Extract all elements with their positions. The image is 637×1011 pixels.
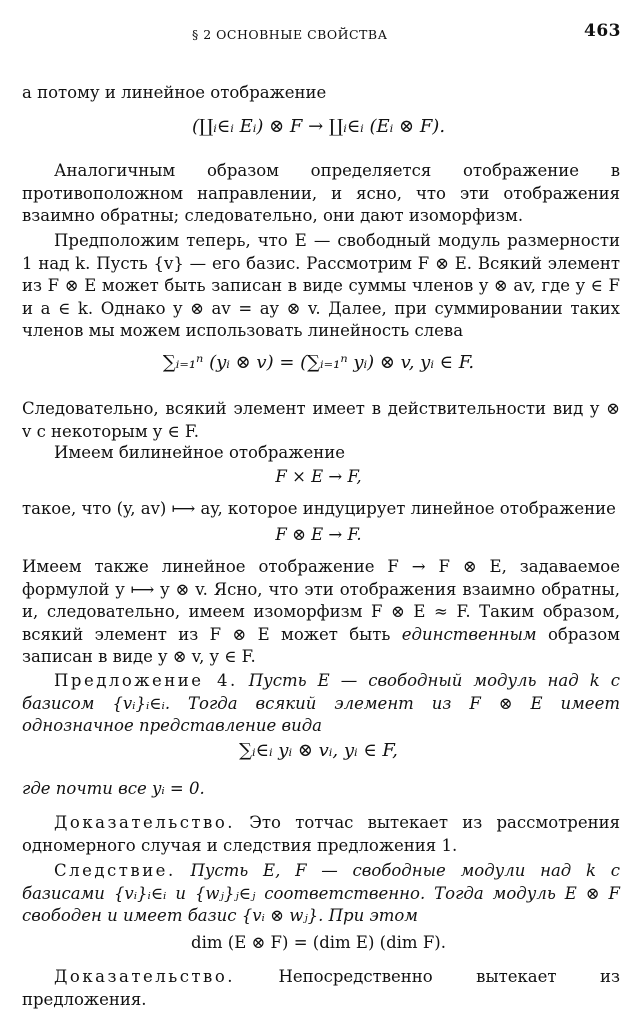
paragraph-consequence — [22, 398, 620, 443]
paragraph-text: Имеем билинейное отображение — [54, 443, 345, 462]
paragraph-almost-all — [22, 778, 620, 801]
paragraph-inverse — [22, 160, 620, 228]
paragraph-bilinear — [22, 442, 620, 465]
formula-linearity: ∑ᵢ₌₁ⁿ (yᵢ ⊗ v) = (∑ᵢ₌₁ⁿ yᵢ) ⊗ v, yᵢ ∈ F. — [162, 352, 475, 373]
running-header — [0, 20, 637, 42]
paragraph-induces — [22, 498, 620, 521]
paragraph-isomorphism — [22, 556, 620, 669]
corollary-label: Следствие. — [54, 861, 176, 880]
corollary — [22, 860, 620, 928]
corollary-text: Следствие. Пусть E, F — свободные модули над k с базисами {vᵢ}ᵢ∈ᵢ и {wⱼ}ⱼ∈ⱼ соответственно. Тогда модуль E ⊗ F свободен и имеет базис {vᵢ ⊗ wⱼ}. При этом — [22, 861, 620, 925]
proof-2 — [22, 966, 620, 1011]
paragraph-text: Предположим теперь, что E — свободный модуль размерности 1 над k. Пусть {v} — его базис. Рассмотрим F ⊗ E. Всякий элемент из F ⊗ E может быть записан в виде суммы членов y ⊗ av, где y ∈ F и a ∈ k. Однако y ⊗ av = ay ⊗ v. Далее, при суммировании таких членов мы можем использовать линейность слева — [22, 231, 620, 340]
paragraph-text: а потому и линейное отображение — [22, 83, 327, 102]
proof-text: Доказательство. Непосредственно вытекает из предложения. — [22, 967, 620, 1009]
section-title: § 2 ОСНОВНЫЕ СВОЙСТВА — [192, 27, 388, 42]
formula-bilinear: F × E → F, — [275, 467, 362, 486]
proposition-label: Предложение 4. — [54, 671, 238, 690]
paragraph-text: такое, что (y, av) ⟼ ay, которое индуцирует линейное отображение — [22, 499, 616, 518]
paragraph-text: Следовательно, всякий элемент имеет в действительности вид y ⊗ v с некоторым y ∈ F. — [22, 399, 620, 441]
proposition-text: Предложение 4. Пусть E — свободный модуль над k с базисом {vᵢ}ᵢ∈ᵢ. Тогда всякий элемент из F ⊗ E имеет однозначное представление вида — [22, 671, 621, 735]
paragraph-free-module — [22, 230, 620, 343]
proof-text: Доказательство. Это тотчас вытекает из рассмотрения одномерного случая и следствия предложения 1. — [22, 813, 620, 855]
formula-representation: ∑ᵢ∈ᵢ yᵢ ⊗ vᵢ, yᵢ ∈ F, — [239, 740, 398, 761]
paragraph-text: Имеем также линейное отображение F → F ⊗ E, задаваемое формулой y ⟼ y ⊗ v. Ясно, что эти отображения взаимно обратны, и, следовательно, имеем изоморфизм F ⊗ E ≈ F. Таким образом, всякий элемент из F ⊗ E может быть единственным образом записан в виде y ⊗ v, y ∈ F. — [22, 557, 620, 666]
formula-dimension: dim (E ⊗ F) = (dim E) (dim F). — [191, 933, 446, 952]
paragraph-text: Аналогичным образом определяется отображение в противоположном направлении, и ясно, что эти отображения взаимно обратны; следовательно, они дают изоморфизм. — [22, 161, 620, 225]
proof-1 — [22, 812, 620, 857]
proposition-4 — [22, 670, 620, 738]
proof-label: Доказательство. — [54, 967, 236, 986]
formula-linear-map: F ⊗ E → F. — [275, 525, 362, 544]
proof-label: Доказательство. — [54, 813, 236, 832]
formula-coproduct: (∐ᵢ∈ᵢ Eᵢ) ⊗ F → ∐ᵢ∈ᵢ (Eᵢ ⊗ F). — [191, 116, 446, 137]
page-number: 463 — [584, 21, 621, 41]
paragraph-intro — [22, 82, 620, 105]
paragraph-text: где почти все yᵢ = 0. — [22, 779, 205, 798]
